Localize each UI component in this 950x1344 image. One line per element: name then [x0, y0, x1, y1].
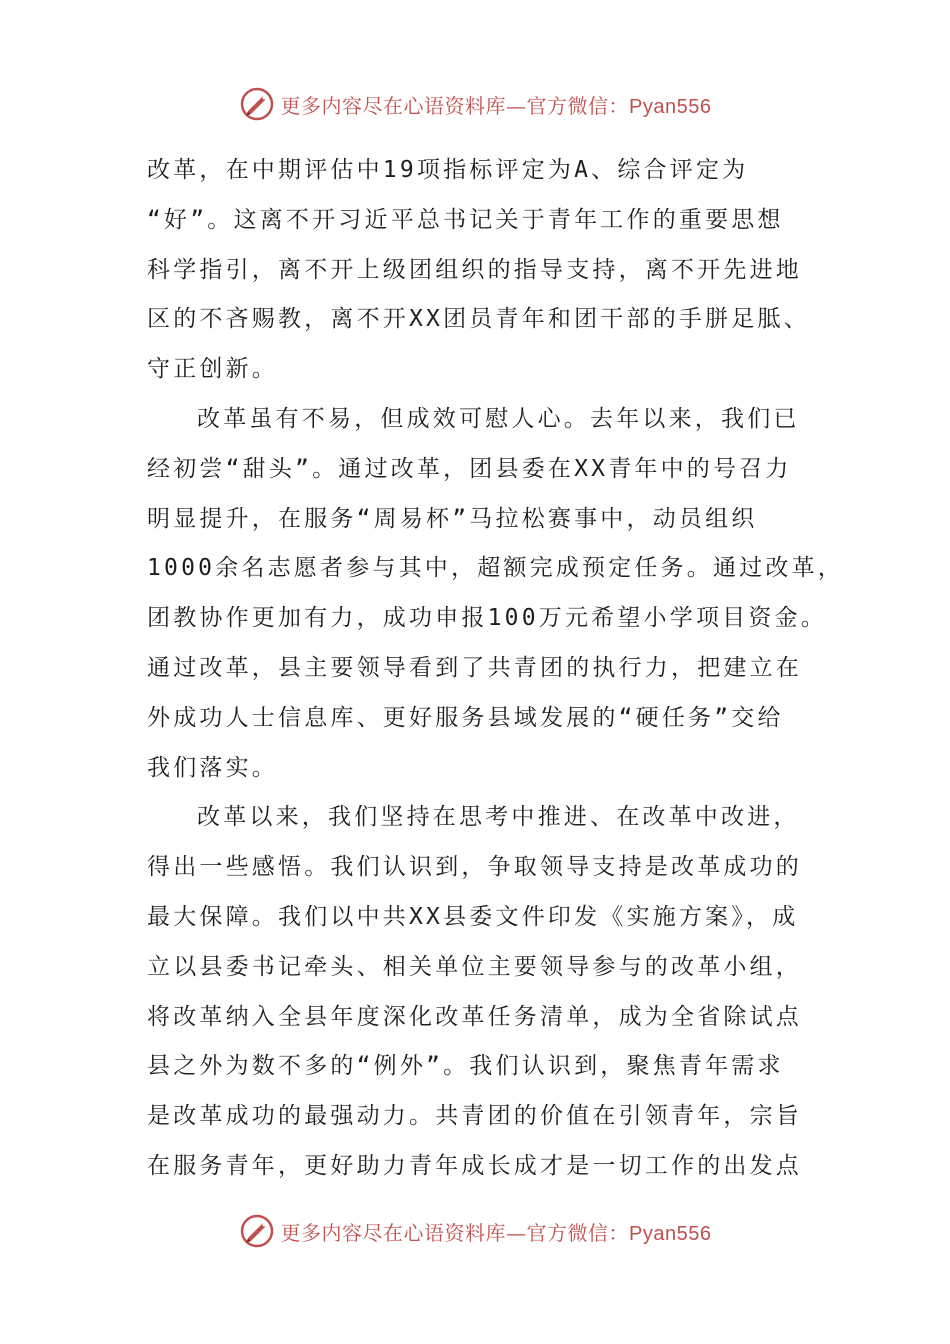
text-line: 县之外为数不多的“例外”。我们认识到，聚焦青年需求 — [147, 1053, 784, 1080]
text-line: 区的不吝赐教，离不开XX团员青年和团干部的手胼足胝、 — [147, 306, 810, 333]
banner-separator: — — [506, 93, 527, 118]
pen-logo-icon — [239, 1213, 275, 1249]
text-line: 改革，在中期评估中19项指标评定为A、综合评定为 — [147, 157, 749, 183]
paragraph-start-line: 改革以来，我们坚持在思考中推进、在改革中改进， — [197, 804, 800, 831]
text-line: 立以县委书记牵头、相关单位主要领导参与的改革小组， — [147, 953, 802, 980]
paragraph-start-line: 改革虽有不易，但成效可慰人心。去年以来，我们已 — [197, 405, 800, 432]
banner-text — [281, 1217, 712, 1246]
text-line: 1000余名志愿者参与其中，超额完成预定任务。通过改革， — [147, 555, 844, 582]
text-line: 团教协作更加有力，成功申报100万元希望小学项目资金。 — [147, 605, 827, 632]
text-line: 最大保障。我们以中共XX县委文件印发《实施方案》，成 — [147, 903, 799, 930]
text-line: 在服务青年，更好助力青年成长成才是一切工作的出发点 — [147, 1152, 802, 1179]
document-body — [147, 146, 844, 1192]
text-line: 明显提升，在服务“周易杯”马拉松赛事中，动员组织 — [147, 505, 758, 532]
header-banner — [0, 84, 950, 124]
banner-text — [281, 90, 712, 119]
text-line: 将改革纳入全县年度深化改革任务清单，成为全省除试点 — [147, 1003, 802, 1030]
text-line: 是改革成功的最强动力。共青团的价值在引领青年，宗旨 — [147, 1103, 802, 1130]
banner-wechat-id: Pyan556 — [629, 95, 712, 118]
text-line: 外成功人士信息库、更好服务县域发展的“硬任务”交给 — [147, 704, 784, 731]
pen-logo-icon — [239, 86, 275, 122]
text-line: 我们落实。 — [147, 754, 278, 781]
text-line: 得出一些感悟。我们认识到，争取领导支持是改革成功的 — [147, 854, 802, 881]
banner-site-text: 更多内容尽在心语资料库 — [280, 93, 507, 118]
banner-site-text: 更多内容尽在心语资料库 — [280, 1220, 507, 1245]
text-line: “好”。这离不开习近平总书记关于青年工作的重要思想 — [147, 206, 784, 233]
banner-wechat-label: 官方微信： — [526, 93, 630, 118]
banner-separator: — — [506, 1220, 527, 1245]
banner-wechat-label: 官方微信： — [526, 1220, 630, 1245]
footer-banner — [0, 1211, 950, 1251]
text-line: 经初尝“甜头”。通过改革，团县委在XX青年中的号召力 — [147, 455, 792, 482]
text-line: 科学指引，离不开上级团组织的指导支持，离不开先进地 — [147, 256, 802, 283]
banner-wechat-id: Pyan556 — [629, 1222, 712, 1245]
text-line: 守正创新。 — [147, 356, 278, 383]
text-line: 通过改革，县主要领导看到了共青团的执行力，把建立在 — [147, 654, 802, 681]
